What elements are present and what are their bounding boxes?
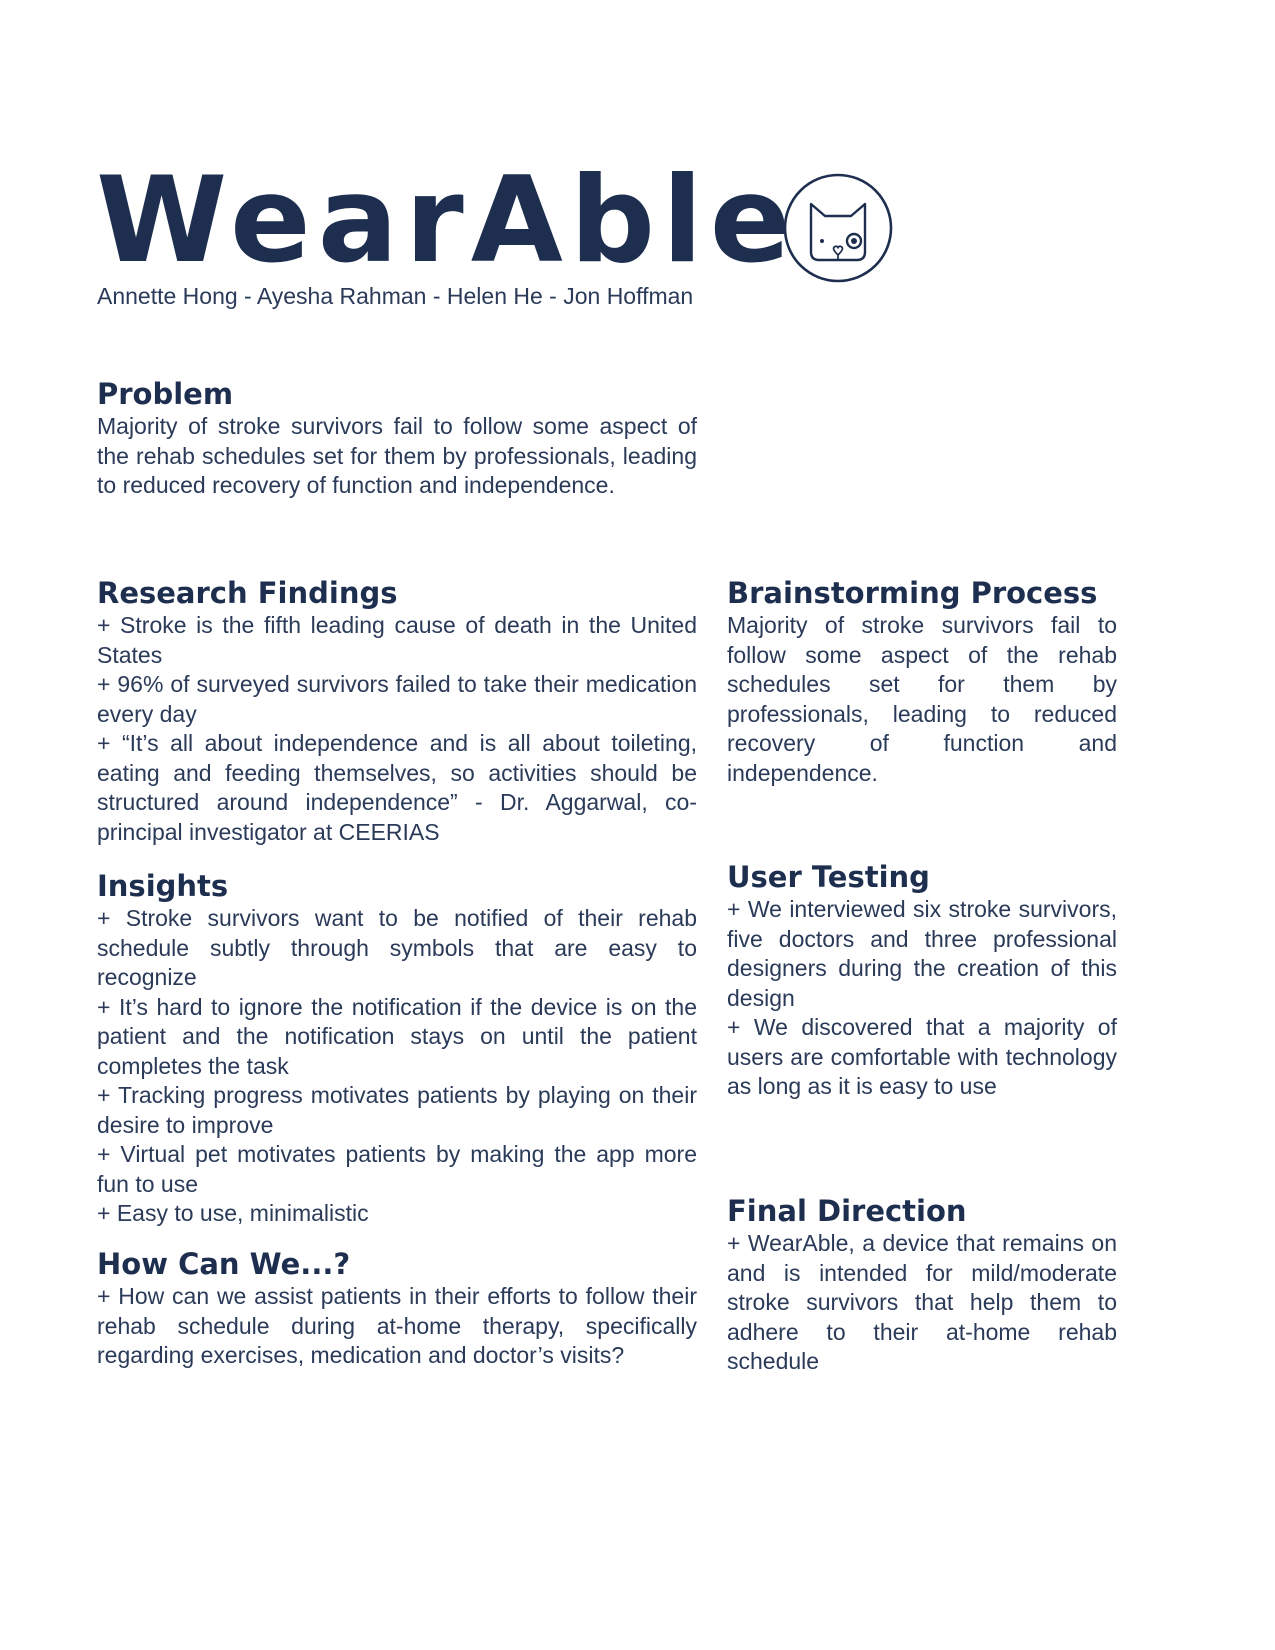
problem-section: [97, 376, 697, 501]
user-testing-section: [727, 859, 1117, 1102]
section-text: Majority of stroke survivors fail to follow some aspect of the rehab schedules set for them by professionals, leading to reduced recovery of function and independence.: [97, 413, 697, 498]
final-direction-section: [727, 1193, 1117, 1377]
list-item: + Virtual pet motivates patients by making the app more fun to use: [97, 1141, 697, 1197]
section-heading: Brainstorming Process: [727, 576, 1098, 610]
research-findings-section: [97, 575, 697, 847]
list-item: + Stroke is the fifth leading cause of death in the United States: [97, 612, 697, 668]
how-can-we-section: [97, 1246, 697, 1371]
section-heading: How Can We...?: [97, 1247, 351, 1281]
section-heading: Final Direction: [727, 1194, 967, 1228]
brainstorming-section: [727, 575, 1117, 788]
page-title: WearAble: [96, 152, 798, 290]
section-heading: Insights: [97, 869, 229, 903]
list-item: + “It’s all about independence and is all about toileting, eating and feeding themselves, so activities should be structured around independence” - Dr. Aggarwal, co-principal investigator at CEERIAS: [97, 730, 697, 845]
list-item: + 96% of surveyed survivors failed to take their medication every day: [97, 671, 697, 727]
section-heading: Problem: [97, 377, 234, 411]
section-heading: User Testing: [727, 860, 930, 894]
list-item: + Easy to use, minimalistic: [97, 1200, 369, 1226]
list-item: + It’s hard to ignore the notification if the device is on the patient and the notification stays on until the patient completes the task: [97, 993, 697, 1079]
list-item: + How can we assist patients in their efforts to follow their rehab schedule during at-home therapy, specifically regarding exercises, medication and doctor’s visits?: [97, 1283, 697, 1368]
list-item: + Tracking progress motivates patients by playing on their desire to improve: [97, 1082, 697, 1138]
list-item: + WearAble, a device that remains on and is intended for mild/moderate stroke survivors that help them to adhere to their at-home rehab schedule: [727, 1230, 1117, 1374]
pet-face-icon: [781, 171, 895, 285]
section-heading: Research Findings: [97, 576, 398, 610]
list-item: + We interviewed six stroke survivors, five doctors and three professional designers during the creation of this design: [727, 896, 1117, 1011]
section-text: Majority of stroke survivors fail to follow some aspect of the rehab schedules set for them by professionals, leading to reduced recovery of function and independence.: [727, 612, 1117, 786]
insights-section: [97, 868, 697, 1229]
author-names: Annette Hong - Ayesha Rahman - Helen He - Jon Hoffman: [97, 283, 694, 309]
list-item: + Stroke survivors want to be notified of their rehab schedule subtly through symbols that are easy to recognize: [97, 905, 697, 990]
list-item: + We discovered that a majority of users are comfortable with technology as long as it is easy to use: [727, 1014, 1117, 1099]
